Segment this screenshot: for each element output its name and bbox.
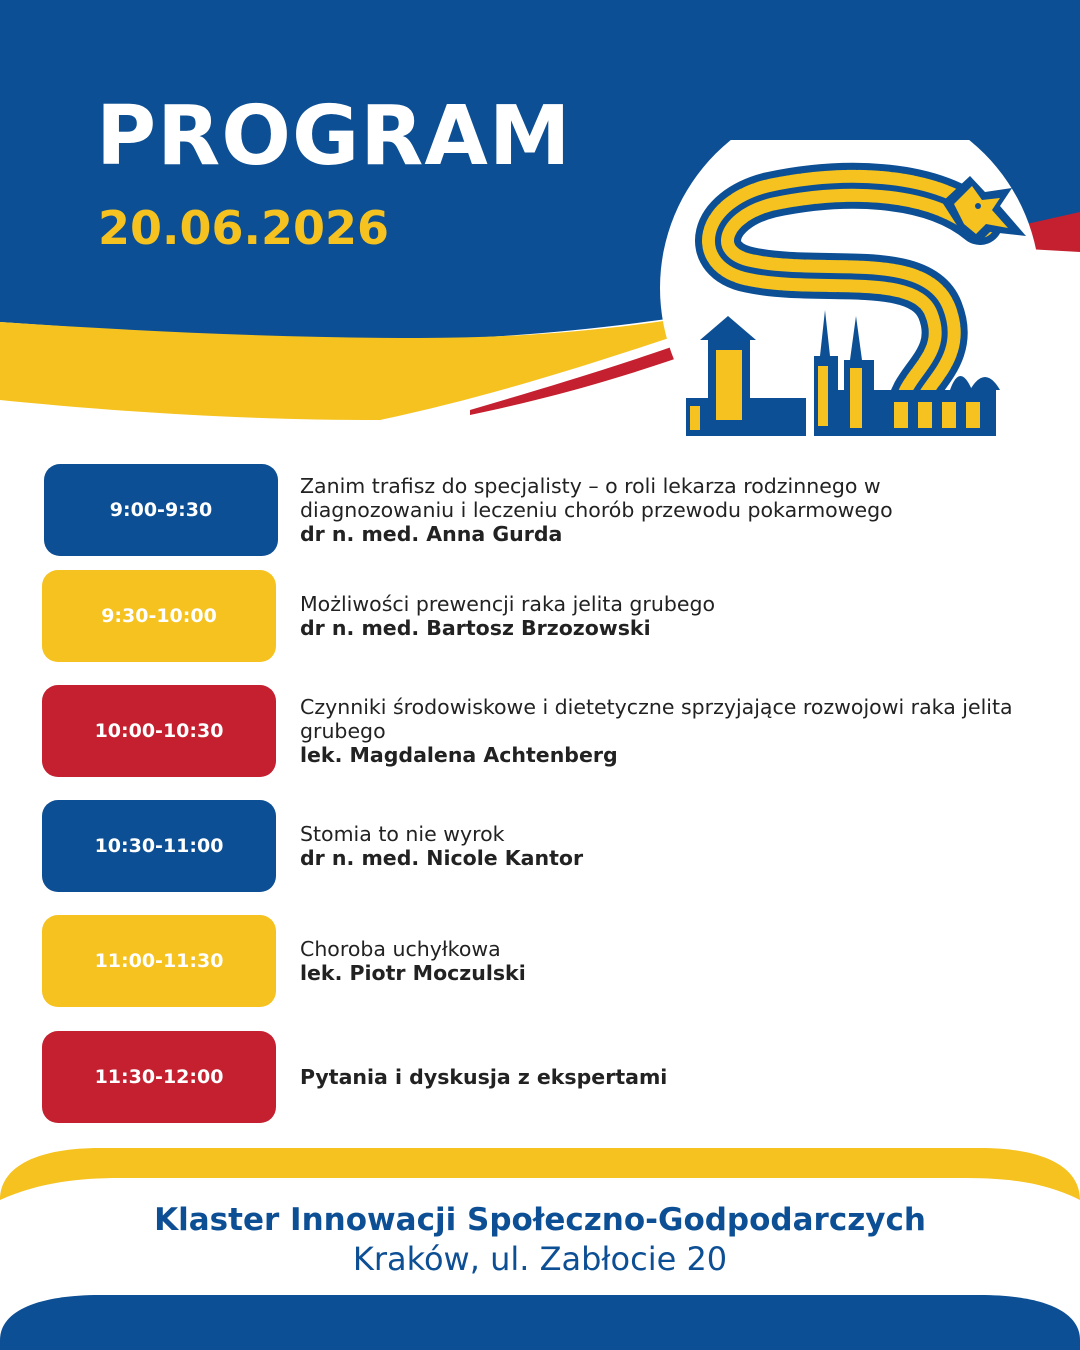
dragon-krakow-skyline-icon bbox=[660, 140, 1040, 440]
session-info bbox=[300, 915, 1020, 1007]
organization-name: Klaster Innowacji Społeczno-Godpodarczych bbox=[154, 1202, 926, 1238]
session-topic: Zanim trafisz do specjalisty – o roli lekarza rodzinnego w diagnozowaniu i leczeniu chorób przewodu pokarmowego bbox=[300, 473, 893, 522]
schedule-row bbox=[0, 570, 1080, 662]
event-address: Kraków, ul. Zabłocie 20 bbox=[352, 1240, 728, 1278]
time-badge: 11:00-11:30 bbox=[42, 915, 276, 1007]
session-speaker: lek. Magdalena Achtenberg bbox=[300, 743, 618, 768]
session-info bbox=[300, 685, 1020, 777]
session-topic: Czynniki środowiskowe i dietetyczne sprzyjające rozwojowi raka jelita grubego bbox=[300, 694, 1013, 743]
session-speaker: lek. Piotr Moczulski bbox=[300, 961, 526, 985]
session-topic: Możliwości prewencji raka jelita grubego bbox=[300, 591, 716, 616]
session-info bbox=[300, 570, 1020, 662]
session-topic: Choroba uchyłkowa bbox=[300, 936, 501, 961]
session-speaker: dr n. med. Nicole Kantor bbox=[300, 846, 584, 870]
page-title: PROGRAM bbox=[96, 89, 572, 184]
time-badge: 9:30-10:00 bbox=[42, 570, 276, 662]
session-speaker: Pytania i dyskusja z ekspertami bbox=[300, 1064, 668, 1089]
time-badge: 10:30-11:00 bbox=[42, 800, 276, 892]
session-info bbox=[300, 800, 1020, 892]
time-badge: 10:00-10:30 bbox=[42, 685, 276, 777]
time-badge: 11:30-12:00 bbox=[42, 1031, 276, 1123]
schedule-row bbox=[0, 915, 1080, 1007]
schedule-row bbox=[0, 464, 1080, 556]
session-topic: Stomia to nie wyrok bbox=[300, 821, 505, 846]
schedule-row bbox=[0, 1031, 1080, 1123]
session-speaker: dr n. med. Anna Gurda bbox=[300, 522, 563, 547]
schedule-row bbox=[0, 800, 1080, 892]
session-info bbox=[300, 1031, 1020, 1123]
event-date: 20.06.2026 bbox=[98, 201, 390, 255]
session-speaker: dr n. med. Bartosz Brzozowski bbox=[300, 616, 651, 640]
schedule-row bbox=[0, 685, 1080, 777]
session-info bbox=[300, 464, 1020, 556]
time-badge: 9:00-9:30 bbox=[44, 464, 278, 556]
